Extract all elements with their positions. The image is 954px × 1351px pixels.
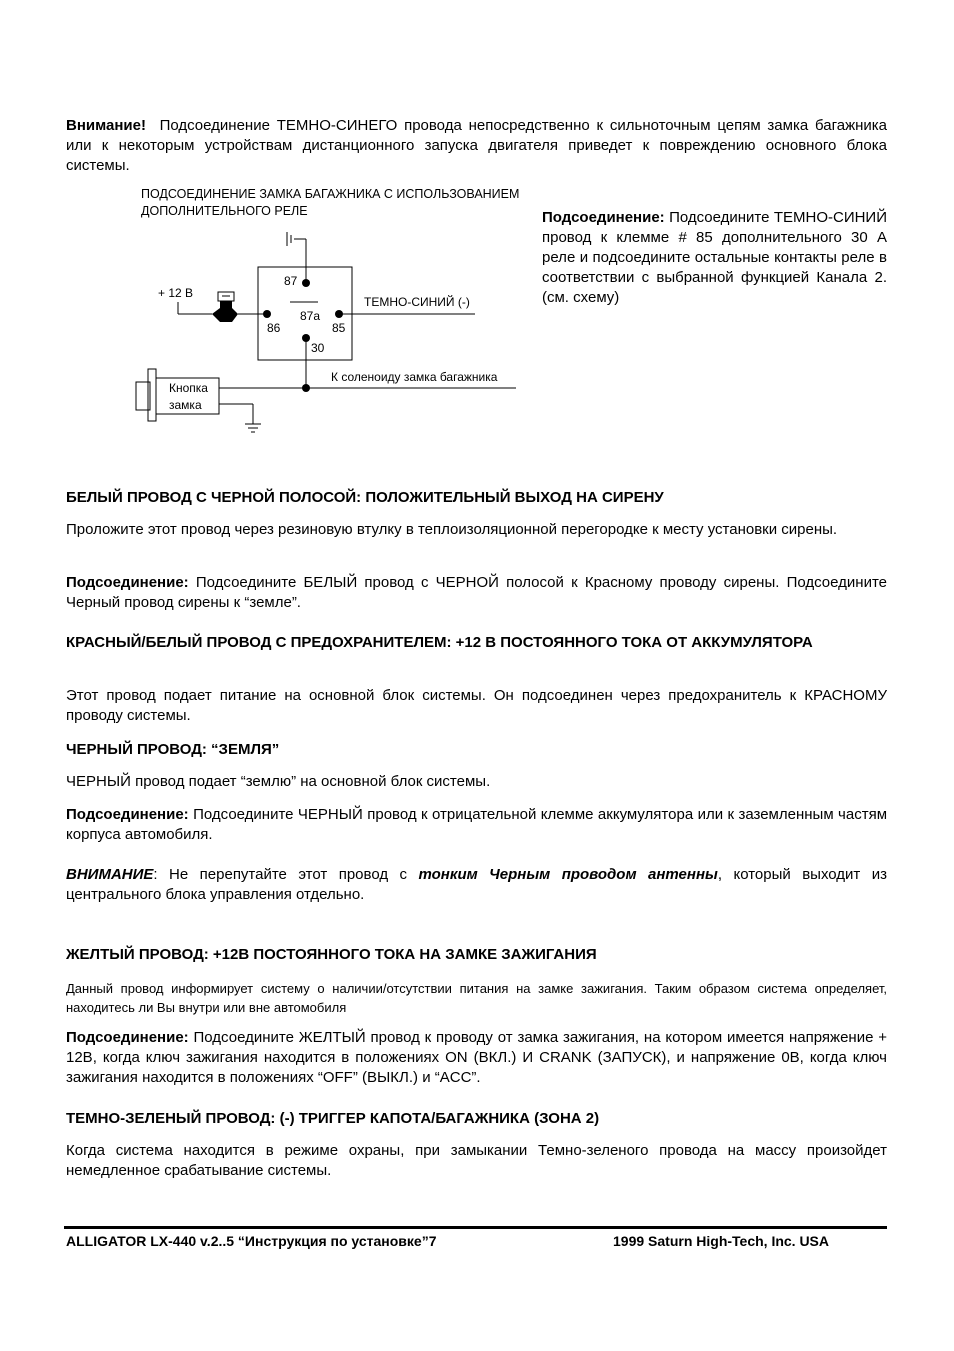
pin-87a-label: 87a bbox=[300, 309, 321, 323]
pin-87-dot bbox=[302, 279, 310, 287]
footer-copyright: 1999 Saturn High-Tech, Inc. USA bbox=[613, 1233, 830, 1249]
relay-wiring-diagram bbox=[120, 180, 520, 440]
warning-label: Внимание! bbox=[66, 117, 146, 134]
black-connection bbox=[66, 805, 887, 845]
black-text: ЧЕРНЫЙ провод подает “землю” на основной блок системы. bbox=[66, 773, 491, 790]
white-black-text: Проложите этот провод через резиновую втулку в теплоизоляционной перегородке к месту установки сирены. bbox=[66, 521, 838, 538]
black-connection-text: Подсоедините ЧЕРНЫЙ провод к отрицательной клемме аккумулятора или к заземленным частям корпуса автомобиля. bbox=[66, 806, 888, 843]
white-black-connection-label: Подсоединение: bbox=[66, 574, 189, 591]
black-warning bbox=[66, 865, 887, 905]
dark-green-heading: ТЕМНО-ЗЕЛЕНЫЙ ПРОВОД: (-) ТРИГГЕР КАПОТА/БАГАЖНИКА (ЗОНА 2) bbox=[66, 1110, 600, 1127]
side-connection-paragraph bbox=[542, 208, 887, 308]
page-number: 7 bbox=[428, 1233, 437, 1249]
black-warning-label: ВНИМАНИЕ bbox=[66, 866, 154, 883]
black-warning-pre: : Не перепутайте этот провод с bbox=[153, 866, 419, 883]
red-white-text: Этот провод подает питание на основной блок системы. Он подсоединен через предохранитель к КРАСНОМУ проводу системы. bbox=[66, 687, 887, 724]
side-connection-label: Подсоединение: bbox=[542, 209, 665, 226]
white-black-heading: БЕЛЫЙ ПРОВОД С ЧЕРНОЙ ПОЛОСОЙ: ПОЛОЖИТЕЛЬНЫЙ ВЫХОД НА СИРЕНУ bbox=[66, 489, 664, 506]
button-label-line2: замка bbox=[169, 398, 202, 412]
pin-85-label: 85 bbox=[332, 321, 346, 335]
white-black-connection bbox=[66, 573, 887, 613]
yellow-text: Данный провод информирует систему о наличии/отсутствии питания на замке зажигания. Таким образом система определяет, находитесь ли Вы внутри или вне автомобиля bbox=[66, 981, 887, 1015]
black-heading: ЧЕРНЫЙ ПРОВОД: “ЗЕМЛЯ” bbox=[66, 741, 280, 758]
yellow-connection bbox=[66, 1028, 887, 1088]
button-label-line1: Кнопка bbox=[169, 381, 208, 395]
black-connection-label: Подсоединение: bbox=[66, 806, 189, 823]
footer-rule bbox=[64, 1226, 887, 1229]
footer-title: ALLIGATOR LX-440 v.2..5 “Инструкция по установке” bbox=[66, 1233, 429, 1249]
black-warning-emphasis: тонким Черным проводом антенны bbox=[418, 866, 718, 883]
yellow-connection-text: Подсоедините ЖЕЛТЫЙ провод к проводу от замка зажигания, на котором имеется напряжение + 12В, когда ключ зажигания находится в положениях ON (ВКЛ.) И CRANK (ЗАПУСК), и напряжение 0В, когда ключ зажигания находится в положениях “OFF” (ВЫКЛ.) и “ACC”. bbox=[66, 1029, 887, 1086]
solenoid-label: К соленоиду замка багажника bbox=[331, 370, 498, 384]
dark-blue-wire-label: ТЕМНО-СИНИЙ (-) bbox=[364, 295, 470, 309]
footer-left bbox=[66, 1233, 437, 1249]
warning-text: Подсоединение ТЕМНО-СИНЕГО провода непосредственно к сильноточным цепям замка багажника или к некоторым устройствам дистанционного запуска двигателя приведет к повреждению основного блока системы. bbox=[66, 117, 888, 174]
pin-86-label: 86 bbox=[267, 321, 281, 335]
white-black-connection-text: Подсоедините БЕЛЫЙ провод с ЧЕРНОЙ полосой к Красному проводу сирены. Подсоедините Черный провод сирены к “земле”. bbox=[66, 574, 887, 611]
yellow-connection-label: Подсоединение: bbox=[66, 1029, 189, 1046]
yellow-heading: ЖЕЛТЫЙ ПРОВОД: +12В ПОСТОЯННОГО ТОКА НА ЗАМКЕ ЗАЖИГАНИЯ bbox=[66, 946, 597, 963]
diagram-title-line1: ПОДСОЕДИНЕНИЕ ЗАМКА БАГАЖНИКА С ИСПОЛЬЗОВАНИЕМ bbox=[141, 187, 520, 201]
red-white-heading: КРАСНЫЙ/БЕЛЫЙ ПРОВОД С ПРЕДОХРАНИТЕЛЕМ: +12 В ПОСТОЯННОГО ТОКА ОТ АККУМУЛЯТОРА bbox=[66, 634, 813, 651]
pin-87-label: 87 bbox=[284, 274, 298, 288]
junction-dot bbox=[302, 384, 310, 392]
black-warning-post: , который выходит из центрального блока управления отдельно. bbox=[66, 866, 888, 903]
dark-green-text: Когда система находится в режиме охраны, при замыкании Темно-зеленого провода на массу произойдет немедленное срабатывание системы. bbox=[66, 1142, 887, 1179]
diagram-title-line2: ДОПОЛНИТЕЛЬНОГО РЕЛЕ bbox=[141, 204, 308, 218]
plus-12v-label: + 12 В bbox=[158, 286, 194, 300]
pin-30-label: 30 bbox=[311, 341, 325, 355]
warning-paragraph bbox=[66, 116, 887, 176]
side-connection-text: Подсоедините ТЕМНО-СИНИЙ провод к клемме # 85 дополнительного 30 А реле и подсоедините остальные контакты реле в соответствии с выбранной функцией Канала 2. (см. схему) bbox=[542, 209, 887, 306]
